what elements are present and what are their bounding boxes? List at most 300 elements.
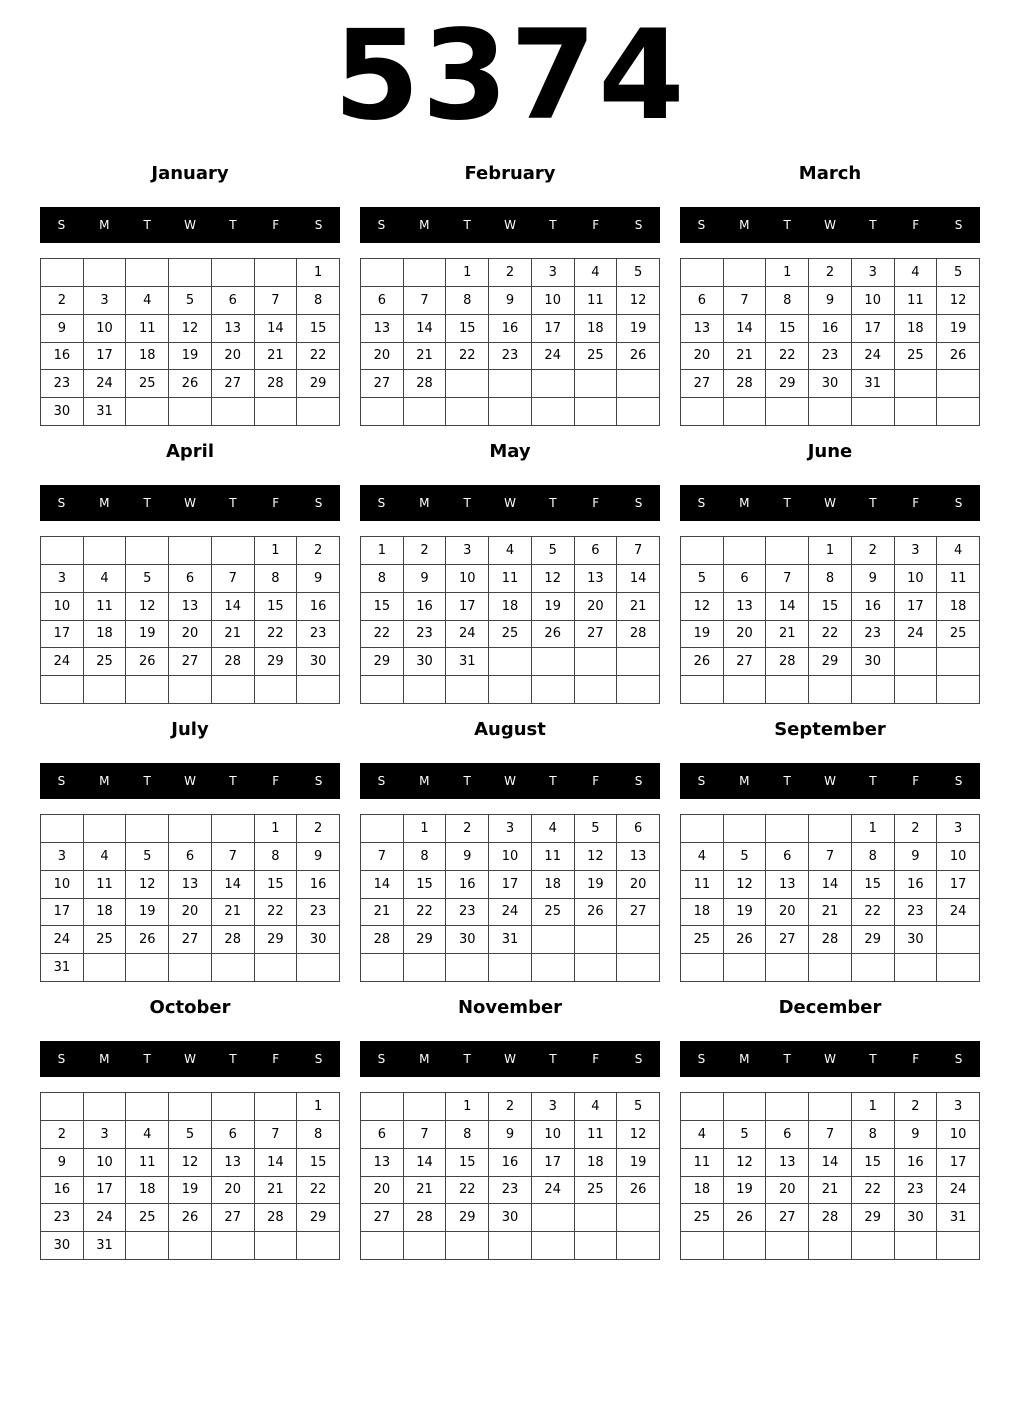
- day-cell: 27: [169, 648, 212, 676]
- day-cell: [532, 398, 575, 426]
- day-cell: 25: [895, 343, 938, 371]
- day-cell: 22: [404, 899, 447, 927]
- day-cell: 24: [41, 926, 84, 954]
- day-grid: [40, 814, 340, 982]
- day-cell: 11: [681, 871, 724, 899]
- day-cell: 17: [41, 899, 84, 927]
- month-name: December: [778, 997, 882, 1018]
- day-cell: 10: [937, 1121, 980, 1149]
- weekday-header: [680, 763, 980, 799]
- day-cell: 1: [446, 1093, 489, 1121]
- day-grid: [680, 258, 980, 426]
- day-cell: 30: [446, 926, 489, 954]
- day-cell: 2: [895, 815, 938, 843]
- day-cell: 23: [41, 1204, 84, 1232]
- day-cell: 29: [766, 370, 809, 398]
- day-cell: 17: [84, 1177, 127, 1205]
- day-cell: 2: [852, 537, 895, 565]
- day-cell: [212, 1093, 255, 1121]
- weekday-label: T: [549, 496, 557, 510]
- day-cell: [489, 370, 532, 398]
- weekday-label: T: [463, 774, 471, 788]
- weekday-label: F: [592, 1052, 600, 1066]
- day-cell: [809, 815, 852, 843]
- day-cell: 1: [852, 1093, 895, 1121]
- day-cell: [895, 1232, 938, 1260]
- day-cell: 9: [852, 565, 895, 593]
- day-cell: [766, 1232, 809, 1260]
- day-cell: 25: [937, 621, 980, 649]
- day-cell: 23: [297, 899, 340, 927]
- day-cell: [489, 954, 532, 982]
- day-cell: [446, 954, 489, 982]
- day-cell: 1: [766, 259, 809, 287]
- day-cell: 15: [766, 315, 809, 343]
- day-cell: [809, 954, 852, 982]
- day-cell: 4: [681, 843, 724, 871]
- weekday-label: M: [739, 774, 750, 788]
- day-cell: 17: [489, 871, 532, 899]
- weekday-label: S: [634, 218, 643, 232]
- weekday-label: W: [504, 496, 516, 510]
- day-cell: 9: [489, 1121, 532, 1149]
- day-cell: 29: [255, 648, 298, 676]
- weekday-label: T: [463, 496, 471, 510]
- day-cell: [404, 398, 447, 426]
- day-cell: 10: [84, 1149, 127, 1177]
- day-cell: 1: [297, 259, 340, 287]
- day-cell: 15: [852, 1149, 895, 1177]
- day-cell: [126, 259, 169, 287]
- day-cell: [212, 398, 255, 426]
- day-cell: 13: [724, 593, 767, 621]
- day-cell: 13: [361, 315, 404, 343]
- day-cell: 20: [361, 343, 404, 371]
- day-cell: 31: [84, 1232, 127, 1260]
- day-cell: 8: [766, 287, 809, 315]
- day-cell: [255, 676, 298, 704]
- day-cell: 30: [895, 926, 938, 954]
- day-cell: 24: [852, 343, 895, 371]
- weekday-label: T: [143, 774, 151, 788]
- day-cell: [575, 398, 618, 426]
- day-cell: 22: [446, 1177, 489, 1205]
- day-cell: 22: [297, 1177, 340, 1205]
- day-cell: [255, 1232, 298, 1260]
- day-cell: 4: [489, 537, 532, 565]
- day-cell: 6: [766, 1121, 809, 1149]
- day-cell: 17: [895, 593, 938, 621]
- weekday-label: S: [697, 218, 706, 232]
- day-cell: 10: [532, 1121, 575, 1149]
- day-cell: 11: [937, 565, 980, 593]
- day-cell: 29: [404, 926, 447, 954]
- day-cell: 7: [809, 1121, 852, 1149]
- day-cell: 4: [937, 537, 980, 565]
- day-cell: 6: [766, 843, 809, 871]
- day-cell: 25: [575, 1177, 618, 1205]
- month-name: March: [798, 163, 862, 184]
- day-cell: 5: [681, 565, 724, 593]
- day-cell: 23: [446, 899, 489, 927]
- day-cell: 15: [446, 1149, 489, 1177]
- day-cell: 3: [84, 287, 127, 315]
- day-cell: 10: [489, 843, 532, 871]
- day-cell: [361, 398, 404, 426]
- day-cell: 21: [617, 593, 660, 621]
- day-cell: 8: [404, 843, 447, 871]
- day-cell: 12: [681, 593, 724, 621]
- day-cell: 2: [446, 815, 489, 843]
- day-cell: [255, 1093, 298, 1121]
- day-cell: 29: [446, 1204, 489, 1232]
- day-cell: 29: [297, 370, 340, 398]
- day-cell: [446, 370, 489, 398]
- day-cell: [212, 259, 255, 287]
- day-cell: 14: [255, 315, 298, 343]
- day-cell: 17: [937, 871, 980, 899]
- day-cell: 30: [489, 1204, 532, 1232]
- day-cell: 31: [937, 1204, 980, 1232]
- month-name: May: [489, 441, 531, 462]
- day-cell: 10: [41, 871, 84, 899]
- day-cell: 26: [617, 343, 660, 371]
- day-cell: 28: [766, 648, 809, 676]
- weekday-label: S: [314, 774, 323, 788]
- day-cell: [937, 954, 980, 982]
- day-cell: 22: [446, 343, 489, 371]
- day-cell: [937, 1232, 980, 1260]
- day-cell: 22: [852, 899, 895, 927]
- day-cell: [724, 1232, 767, 1260]
- month-name: July: [171, 719, 209, 740]
- day-cell: 16: [446, 871, 489, 899]
- day-cell: [212, 815, 255, 843]
- day-cell: [575, 954, 618, 982]
- day-cell: 21: [255, 1177, 298, 1205]
- day-cell: 12: [126, 871, 169, 899]
- day-cell: 13: [681, 315, 724, 343]
- day-cell: [126, 676, 169, 704]
- day-cell: [766, 537, 809, 565]
- day-cell: 18: [895, 315, 938, 343]
- day-cell: [169, 1232, 212, 1260]
- day-cell: 31: [84, 398, 127, 426]
- day-cell: 16: [404, 593, 447, 621]
- day-cell: [937, 648, 980, 676]
- day-cell: 8: [446, 287, 489, 315]
- day-cell: 18: [126, 1177, 169, 1205]
- day-cell: [212, 1232, 255, 1260]
- day-cell: [84, 537, 127, 565]
- day-cell: [126, 1232, 169, 1260]
- day-cell: 11: [84, 593, 127, 621]
- day-cell: [532, 954, 575, 982]
- weekday-label: T: [783, 1052, 791, 1066]
- day-cell: [41, 537, 84, 565]
- day-cell: 8: [852, 843, 895, 871]
- day-cell: 22: [361, 621, 404, 649]
- day-cell: 30: [41, 398, 84, 426]
- day-cell: 21: [361, 899, 404, 927]
- month-name: October: [149, 997, 231, 1018]
- month-name: November: [457, 997, 563, 1018]
- day-cell: [489, 398, 532, 426]
- day-cell: 5: [724, 1121, 767, 1149]
- weekday-header: [680, 485, 980, 521]
- day-cell: 13: [212, 1149, 255, 1177]
- day-cell: 5: [169, 287, 212, 315]
- day-cell: 6: [361, 287, 404, 315]
- day-cell: [446, 676, 489, 704]
- day-cell: [575, 648, 618, 676]
- weekday-label: T: [783, 218, 791, 232]
- day-cell: [809, 676, 852, 704]
- day-cell: 3: [489, 815, 532, 843]
- day-grid: [360, 814, 660, 982]
- day-cell: 28: [255, 1204, 298, 1232]
- day-cell: 26: [126, 648, 169, 676]
- day-cell: 24: [489, 899, 532, 927]
- day-cell: 27: [361, 370, 404, 398]
- day-cell: [681, 537, 724, 565]
- day-cell: 10: [937, 843, 980, 871]
- day-cell: [681, 815, 724, 843]
- year-title: 5374: [333, 4, 687, 148]
- day-cell: 28: [404, 370, 447, 398]
- weekday-label: M: [99, 496, 110, 510]
- day-cell: 15: [852, 871, 895, 899]
- day-cell: 9: [489, 287, 532, 315]
- day-cell: 16: [489, 1149, 532, 1177]
- weekday-label: M: [419, 218, 430, 232]
- day-cell: 6: [724, 565, 767, 593]
- day-cell: 20: [212, 1177, 255, 1205]
- day-cell: 19: [532, 593, 575, 621]
- day-cell: [895, 398, 938, 426]
- day-cell: 26: [724, 926, 767, 954]
- day-cell: [169, 398, 212, 426]
- day-cell: [895, 676, 938, 704]
- day-cell: 6: [617, 815, 660, 843]
- day-cell: 28: [809, 926, 852, 954]
- day-cell: [617, 676, 660, 704]
- day-cell: [489, 1232, 532, 1260]
- day-cell: 26: [126, 926, 169, 954]
- day-cell: 15: [255, 871, 298, 899]
- day-cell: 30: [41, 1232, 84, 1260]
- day-cell: 4: [84, 565, 127, 593]
- day-cell: 27: [212, 1204, 255, 1232]
- day-cell: 1: [404, 815, 447, 843]
- day-cell: [297, 398, 340, 426]
- day-cell: 21: [766, 621, 809, 649]
- day-cell: [41, 676, 84, 704]
- day-cell: 11: [126, 315, 169, 343]
- day-cell: 18: [84, 899, 127, 927]
- day-cell: 14: [724, 315, 767, 343]
- day-cell: 6: [361, 1121, 404, 1149]
- day-cell: 21: [809, 899, 852, 927]
- day-cell: [169, 954, 212, 982]
- day-cell: 7: [212, 843, 255, 871]
- day-cell: [41, 1093, 84, 1121]
- day-cell: [575, 926, 618, 954]
- day-cell: 7: [255, 287, 298, 315]
- day-cell: 7: [809, 843, 852, 871]
- day-cell: 10: [84, 315, 127, 343]
- day-cell: 1: [809, 537, 852, 565]
- weekday-header: [40, 207, 340, 243]
- day-cell: 14: [255, 1149, 298, 1177]
- day-cell: [852, 954, 895, 982]
- weekday-label: S: [697, 774, 706, 788]
- day-cell: [852, 1232, 895, 1260]
- weekday-label: M: [739, 1052, 750, 1066]
- day-cell: [575, 676, 618, 704]
- day-cell: [617, 1232, 660, 1260]
- day-cell: 10: [895, 565, 938, 593]
- day-cell: [766, 398, 809, 426]
- day-cell: [724, 537, 767, 565]
- day-cell: [617, 370, 660, 398]
- weekday-label: S: [57, 1052, 66, 1066]
- day-cell: [255, 259, 298, 287]
- day-cell: 7: [404, 287, 447, 315]
- day-cell: 2: [297, 815, 340, 843]
- day-cell: [575, 370, 618, 398]
- day-cell: 6: [169, 843, 212, 871]
- day-cell: 19: [617, 315, 660, 343]
- day-cell: 9: [809, 287, 852, 315]
- day-cell: [724, 259, 767, 287]
- day-cell: 8: [809, 565, 852, 593]
- day-cell: [852, 676, 895, 704]
- day-cell: [169, 676, 212, 704]
- weekday-label: W: [824, 496, 836, 510]
- day-cell: [404, 954, 447, 982]
- day-cell: 28: [617, 621, 660, 649]
- day-cell: 6: [212, 1121, 255, 1149]
- day-cell: 15: [809, 593, 852, 621]
- day-cell: 28: [724, 370, 767, 398]
- day-cell: 8: [255, 565, 298, 593]
- day-cell: 23: [404, 621, 447, 649]
- day-cell: 16: [41, 1177, 84, 1205]
- day-cell: [681, 1232, 724, 1260]
- day-cell: [532, 1232, 575, 1260]
- day-cell: 27: [724, 648, 767, 676]
- day-cell: 10: [852, 287, 895, 315]
- weekday-label: S: [954, 1052, 963, 1066]
- day-cell: [361, 954, 404, 982]
- weekday-label: T: [549, 774, 557, 788]
- weekday-header: [680, 1041, 980, 1077]
- day-cell: [169, 259, 212, 287]
- day-cell: [766, 676, 809, 704]
- day-cell: [766, 815, 809, 843]
- day-cell: [361, 676, 404, 704]
- day-cell: 13: [361, 1149, 404, 1177]
- day-cell: [809, 1232, 852, 1260]
- day-cell: 19: [681, 621, 724, 649]
- day-cell: 16: [297, 871, 340, 899]
- day-cell: 2: [489, 259, 532, 287]
- day-cell: [681, 398, 724, 426]
- day-cell: 14: [212, 871, 255, 899]
- day-cell: 15: [446, 315, 489, 343]
- day-cell: 8: [852, 1121, 895, 1149]
- day-cell: 2: [297, 537, 340, 565]
- day-cell: 27: [575, 621, 618, 649]
- day-cell: 7: [724, 287, 767, 315]
- day-cell: 13: [766, 1149, 809, 1177]
- day-cell: 29: [297, 1204, 340, 1232]
- day-cell: [532, 676, 575, 704]
- day-cell: [617, 1204, 660, 1232]
- weekday-header: [40, 1041, 340, 1077]
- weekday-label: S: [57, 774, 66, 788]
- day-cell: 26: [532, 621, 575, 649]
- day-cell: 9: [895, 1121, 938, 1149]
- day-cell: 16: [852, 593, 895, 621]
- day-cell: [895, 954, 938, 982]
- day-cell: 10: [446, 565, 489, 593]
- weekday-label: W: [504, 1052, 516, 1066]
- day-cell: 3: [937, 815, 980, 843]
- day-cell: 26: [169, 1204, 212, 1232]
- day-cell: 28: [212, 926, 255, 954]
- day-cell: [404, 1232, 447, 1260]
- month-name: September: [774, 719, 886, 740]
- day-cell: 1: [446, 259, 489, 287]
- day-cell: [84, 954, 127, 982]
- day-cell: [297, 1232, 340, 1260]
- day-cell: 26: [617, 1177, 660, 1205]
- day-cell: 5: [724, 843, 767, 871]
- day-cell: [255, 398, 298, 426]
- month-name: August: [474, 719, 546, 740]
- weekday-label: M: [419, 774, 430, 788]
- day-cell: 9: [297, 843, 340, 871]
- day-cell: 27: [361, 1204, 404, 1232]
- day-cell: 22: [766, 343, 809, 371]
- day-cell: 29: [255, 926, 298, 954]
- weekday-label: T: [229, 496, 237, 510]
- day-grid: [360, 536, 660, 704]
- day-cell: 14: [617, 565, 660, 593]
- day-cell: 20: [575, 593, 618, 621]
- day-cell: 18: [489, 593, 532, 621]
- day-cell: 31: [489, 926, 532, 954]
- day-cell: 29: [852, 926, 895, 954]
- day-cell: 11: [84, 871, 127, 899]
- day-cell: 7: [212, 565, 255, 593]
- day-cell: [617, 954, 660, 982]
- weekday-label: S: [57, 218, 66, 232]
- weekday-label: W: [504, 218, 516, 232]
- day-cell: 18: [84, 621, 127, 649]
- day-cell: 12: [617, 287, 660, 315]
- day-cell: 5: [575, 815, 618, 843]
- weekday-label: M: [99, 1052, 110, 1066]
- day-cell: 11: [532, 843, 575, 871]
- day-cell: [809, 1093, 852, 1121]
- day-cell: [169, 815, 212, 843]
- weekday-label: W: [184, 218, 196, 232]
- day-cell: 14: [404, 1149, 447, 1177]
- weekday-label: T: [783, 774, 791, 788]
